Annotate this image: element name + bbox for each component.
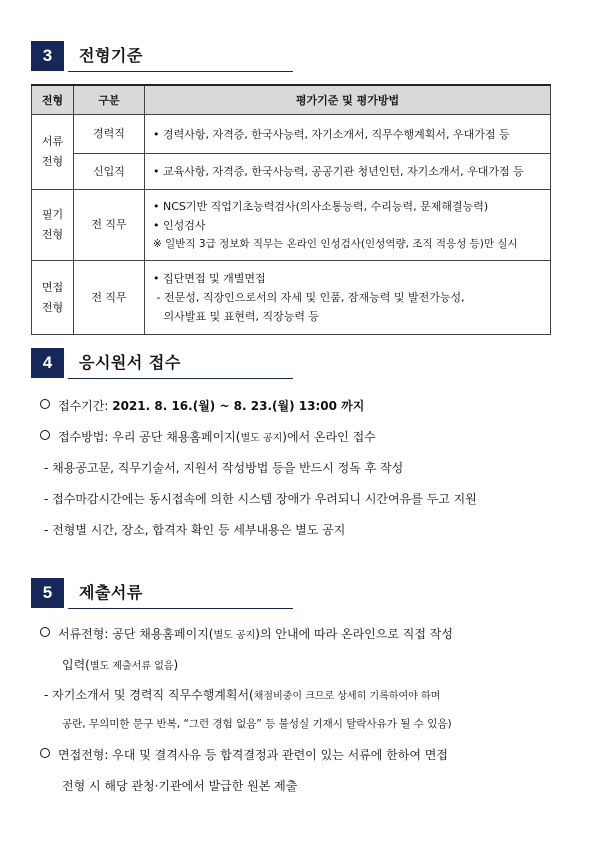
stage-cell: 면접 전형 bbox=[32, 261, 74, 335]
criteria-table bbox=[31, 84, 551, 335]
criteria-cell bbox=[145, 190, 551, 261]
col-header-stage: 전형 bbox=[32, 85, 74, 115]
criteria-line: • 집단면접 및 개별면접 bbox=[153, 272, 266, 285]
criteria-cell bbox=[145, 115, 551, 154]
criteria-line: • NCS기반 직업기초능력검사(의사소통능력, 수리능력, 문제해결능력) bbox=[153, 199, 489, 213]
type-cell: 전 직무 bbox=[74, 261, 145, 335]
title-underline bbox=[68, 71, 293, 72]
circle-bullet-icon bbox=[40, 627, 50, 637]
text-small: 별도 제출서류 없음 bbox=[89, 661, 174, 672]
circle-bullet-icon bbox=[40, 748, 50, 758]
period-line bbox=[40, 397, 364, 414]
title-underline bbox=[68, 608, 293, 609]
text-small: 별도 공지 bbox=[240, 433, 283, 444]
doc-line-cont: 전형 시 해당 관청·기관에서 발급한 원본 제출 bbox=[62, 779, 298, 793]
criteria-note: ※ 일반직 3급 정보화 직무는 온라인 인성검사(인성역량, 조직 적응성 등)만 실시 bbox=[153, 237, 518, 250]
col-header-criteria: 평가기준 및 평가방법 bbox=[145, 85, 551, 115]
col-header-type: 구분 bbox=[74, 85, 145, 115]
criteria-line: • 인성검사 bbox=[153, 218, 206, 232]
stage-cell: 서류 전형 bbox=[32, 115, 74, 190]
bullet-line: - 접수마감시간에는 동시접속에 의한 시스템 장애가 우려되니 시간여유를 두고 지원 bbox=[44, 492, 477, 506]
section-number: 4 bbox=[31, 348, 64, 378]
table-row bbox=[32, 190, 551, 261]
table-row bbox=[32, 115, 551, 154]
doc-line bbox=[44, 686, 440, 703]
doc-line bbox=[40, 746, 448, 763]
type-cell: 전 직무 bbox=[74, 190, 145, 261]
text: 접수방법: 우리 공단 채용홈페이지( bbox=[58, 430, 241, 444]
criteria-line: • 교육사항, 자격증, 한국사능력, 공공기관 청년인턴, 자기소개서, 우대가점 등 bbox=[153, 165, 524, 178]
text-small: 별도 공지 bbox=[213, 630, 256, 641]
table-row bbox=[32, 154, 551, 190]
criteria-line: - 전문성, 직장인으로서의 자세 및 인품, 잠재능력 및 발전가능성, bbox=[153, 291, 465, 304]
title-underline bbox=[68, 378, 293, 379]
type-cell: 신입직 bbox=[74, 154, 145, 190]
text: )에서 온라인 접수 bbox=[282, 430, 376, 444]
section-title: 응시원서 접수 bbox=[79, 353, 181, 372]
stage-cell: 필기 전형 bbox=[32, 190, 74, 261]
text: - 자기소개서 및 경력직 직무수행계획서( bbox=[44, 688, 254, 702]
type-cell: 경력직 bbox=[74, 115, 145, 154]
criteria-cell bbox=[145, 261, 551, 335]
doc-line-cont bbox=[62, 656, 178, 673]
bullet-line: - 전형별 시간, 장소, 합격자 확인 등 세부내용은 별도 공지 bbox=[44, 523, 346, 537]
criteria-line: 의사발표 및 표현력, 직장능력 등 bbox=[153, 310, 320, 323]
text: ) bbox=[173, 658, 179, 672]
section-title: 전형기준 bbox=[79, 46, 143, 65]
text: 입력( bbox=[62, 658, 90, 672]
period-label: 접수기간: bbox=[58, 399, 113, 413]
section-title: 제출서류 bbox=[79, 583, 143, 602]
circle-bullet-icon bbox=[40, 399, 50, 409]
text-small: 채점비중이 크므로 상세히 기록하여야 하며 bbox=[253, 691, 441, 702]
text: 면접전형: 우대 및 결격사유 등 합격결정과 관련이 있는 서류에 한하여 면접 bbox=[58, 748, 448, 762]
section-number: 5 bbox=[31, 578, 64, 608]
doc-line bbox=[40, 625, 453, 642]
section-number: 3 bbox=[31, 41, 64, 71]
text: )의 안내에 따라 온라인으로 직접 작성 bbox=[255, 627, 453, 641]
criteria-line: • 경력사항, 자격증, 한국사능력, 자기소개서, 직무수행계획서, 우대가점 등 bbox=[153, 127, 510, 141]
doc-line-cont: 공란, 무의미한 문구 반복, “그런 경험 없음” 등 불성실 기재시 탈락사유가 될 수 있음) bbox=[62, 718, 452, 730]
method-line bbox=[40, 428, 376, 445]
table-row bbox=[32, 261, 551, 335]
period-value: 2021. 8. 16.(월) ~ 8. 23.(월) 13:00 까지 bbox=[112, 399, 365, 413]
bullet-line: - 채용공고문, 직무기술서, 지원서 작성방법 등을 반드시 정독 후 작성 bbox=[44, 461, 404, 475]
circle-bullet-icon bbox=[40, 430, 50, 440]
criteria-cell bbox=[145, 154, 551, 190]
text: 서류전형: 공단 채용홈페이지( bbox=[58, 627, 214, 641]
